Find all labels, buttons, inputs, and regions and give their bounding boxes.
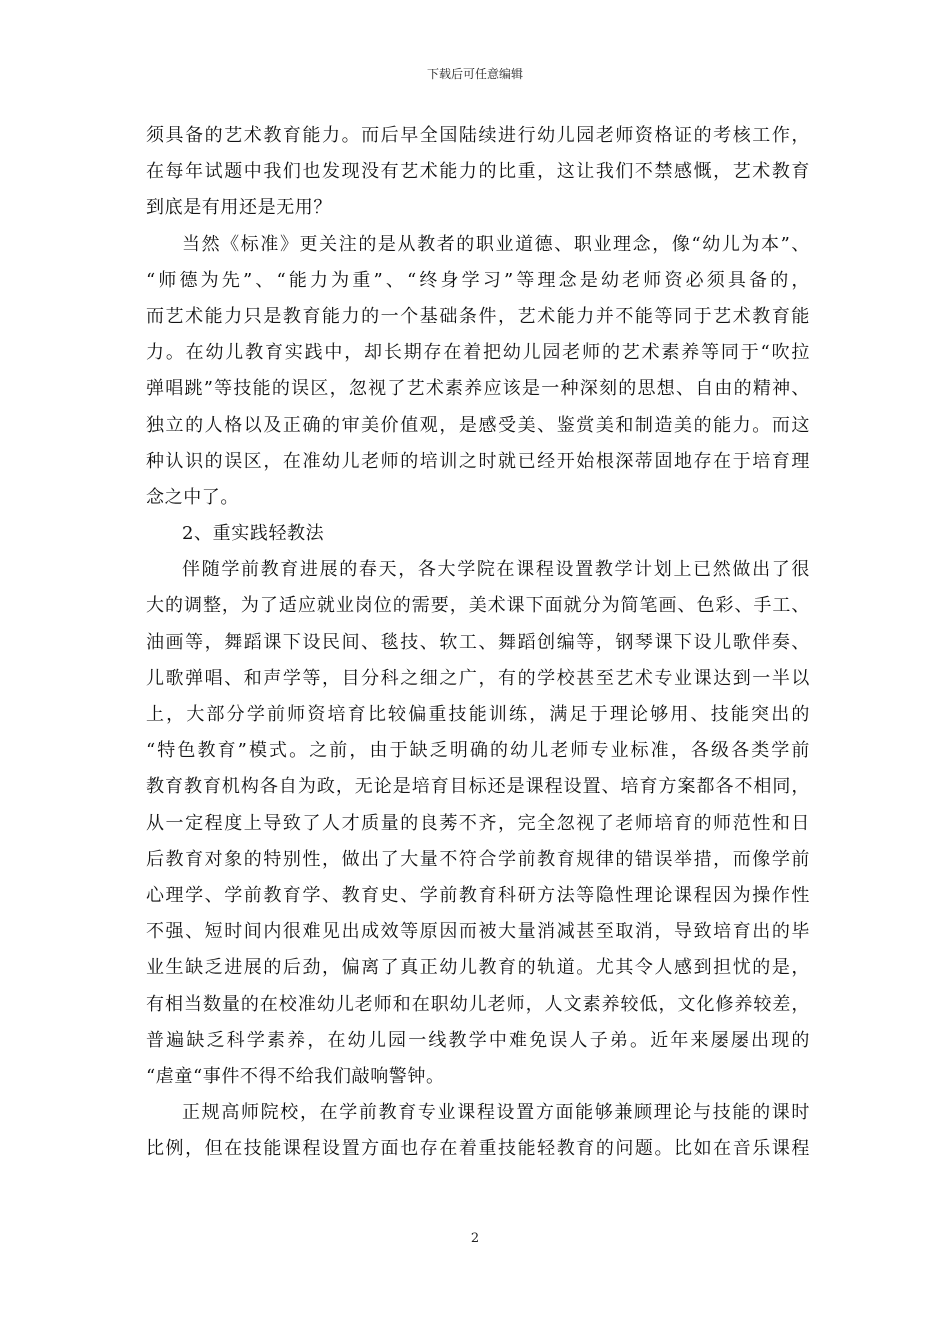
text-line: 须具备的艺术教育能力。而后早全国陆续进行幼儿园老师资格证的考核工作， xyxy=(146,125,810,146)
text-line: 油画等，舞蹈课下设民间、毯技、软工、舞蹈创编等，钢琴课下设儿歌伴奏、 xyxy=(146,631,810,653)
text-line: 独立的人格以及正确的审美价值观，是感受美、鉴赏美和制造美的能力。而这 xyxy=(146,414,810,436)
text-line: 力。在幼儿教育实践中，却长期存在着把幼儿园老师的艺术素养等同于“吹拉 xyxy=(146,342,810,364)
paragraph-4 xyxy=(146,1095,810,1167)
section-heading-text: 2、重实践轻教法 xyxy=(182,523,325,545)
text-line: “特色教育”模式。之前，由于缺乏明确的幼儿老师专业标准，各级各类学前 xyxy=(146,740,810,762)
text-line: 当然《标准》更关注的是从教者的职业道德、职业理念，像“幼儿为本”、 xyxy=(182,233,810,255)
text-line: 正规高师院校，在学前教育专业课程设置方面能够兼顾理论与技能的课时 xyxy=(182,1102,810,1124)
paragraph-1 xyxy=(146,118,810,227)
text-line: 弹唱跳”等技能的误区，忽视了艺术素养应该是一种深刻的思想、自由的精神、 xyxy=(146,378,810,400)
text-line: “虐童“事件不得不给我们敲响警钟。 xyxy=(146,1065,445,1087)
text-line: 而艺术能力只是教育能力的一个基础条件，艺术能力并不能等同于艺术教育能 xyxy=(146,305,810,327)
paragraph-2 xyxy=(146,227,810,517)
text-line: 比例，但在技能课程设置方面也存在着重技能轻教育的问题。比如在音乐课程 xyxy=(146,1138,810,1160)
text-line: 到底是有用还是无用？ xyxy=(146,197,332,219)
text-line: 在每年试题中我们也发现没有艺术能力的比重，这让我们不禁感慨，艺术教育 xyxy=(146,161,810,183)
text-line: 儿歌弹唱、和声学等，目分科之细之广，有的学校甚至艺术专业课达到一半以 xyxy=(146,667,810,689)
text-line: 念之中了。 xyxy=(146,486,239,508)
text-line: 不强、短时间内很难见出成效等原因而被大量消减甚至取消，导致培育出的毕 xyxy=(146,921,810,943)
paragraph-3 xyxy=(146,552,810,1095)
text-line: 大的调整，为了适应就业岗位的需要，美术课下面就分为简笔画、色彩、手工、 xyxy=(146,595,810,617)
text-line: “师德为先”、“能力为重”、“终身学习”等理念是幼老师资必须具备的， xyxy=(146,269,810,291)
text-line: 业生缺乏进展的后劲，偏离了真正幼儿教育的轨道。尤其令人感到担忧的是， xyxy=(146,957,810,979)
text-line: 上，大部分学前师资培育比较偏重技能训练，满足于理论够用、技能突出的 xyxy=(146,704,810,725)
page-number: 2 xyxy=(470,1231,480,1246)
document-body xyxy=(146,118,810,1167)
text-line: 种认识的误区，在准幼儿老师的培训之时就已经开始根深蒂固地存在于培育理 xyxy=(146,450,810,472)
text-line: 有相当数量的在校准幼儿老师和在职幼儿老师，人文素养较低，文化修养较差， xyxy=(146,993,810,1015)
text-line: 从一定程度上导致了人才质量的良莠不齐，完全忽视了老师培育的师范性和日 xyxy=(146,812,810,834)
section-heading xyxy=(146,516,810,552)
text-line: 教育教育机构各自为政，无论是培育目标还是课程设置、培育方案都各不相同， xyxy=(146,776,810,798)
text-line: 心理学、学前教育学、教育史、学前教育科研方法等隐性理论课程因为操作性 xyxy=(146,884,810,906)
text-line: 普遍缺乏科学素养，在幼儿园一线教学中难免误人子弟。近年来屡屡出现的 xyxy=(146,1029,810,1051)
text-line: 后教育对象的特别性，做出了大量不符合学前教育规律的错误举措，而像学前 xyxy=(146,848,810,870)
text-line: 伴随学前教育进展的春天，各大学院在课程设置教学计划上已然做出了很 xyxy=(182,559,810,581)
page-header: 下载后可任意编辑 xyxy=(426,67,523,81)
